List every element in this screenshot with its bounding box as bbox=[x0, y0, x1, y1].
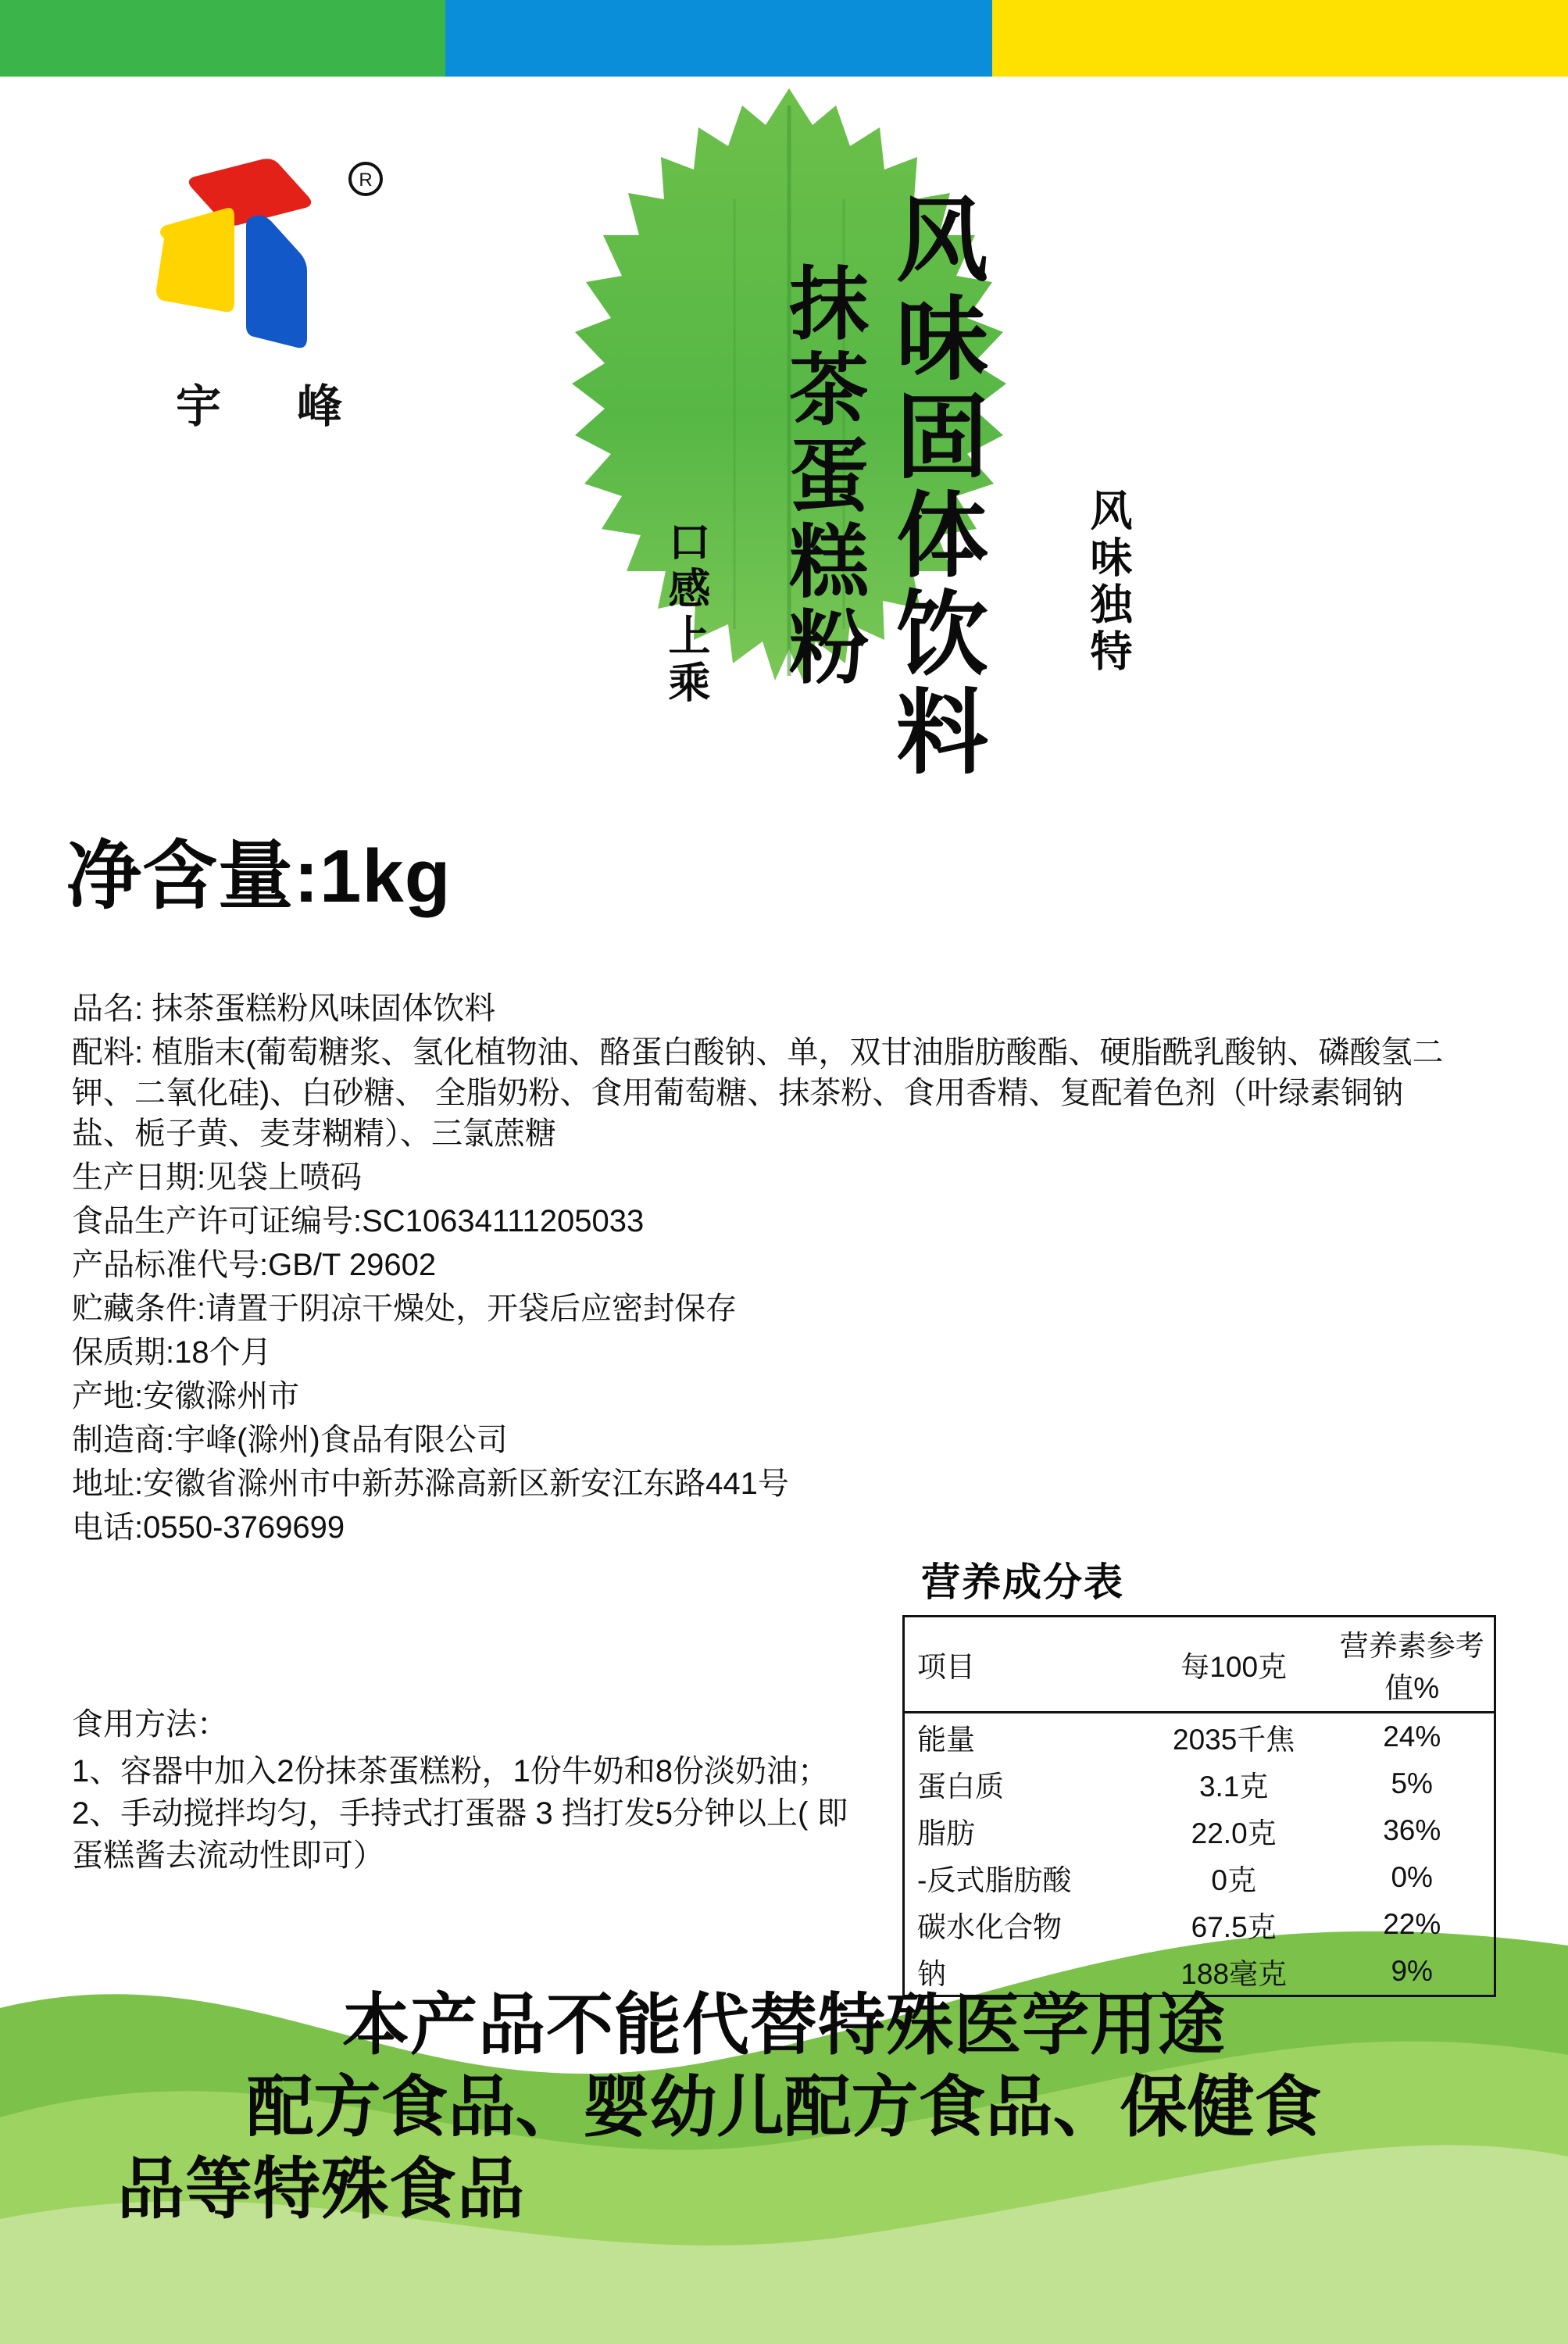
info-storage: 贮藏条件:请置于阴凉干燥处，开袋后应密封保存 bbox=[72, 1292, 738, 1326]
nutrition-nrv: 36% bbox=[1383, 1814, 1441, 1846]
top-color-stripes bbox=[0, 0, 1568, 77]
brand-logo bbox=[117, 152, 398, 481]
nutrition-item: 钠 bbox=[917, 1958, 946, 1990]
product-title-sub: 抹茶蛋糕粉 bbox=[778, 262, 867, 691]
warning-statement bbox=[0, 1985, 1568, 2231]
info-manufacturer: 制造商:宇峰(滁州)食品有限公司 bbox=[72, 1423, 508, 1457]
nutrition-header-row bbox=[904, 1617, 1495, 1713]
nutrition-nrv: 22% bbox=[1383, 1908, 1441, 1940]
info-shelf-life: 保质期:18个月 bbox=[72, 1335, 272, 1370]
nutrition-item: 脂肪 bbox=[917, 1817, 975, 1849]
nutrition-item: 碳水化合物 bbox=[917, 1911, 1062, 1943]
nutrition-header-item: 项目 bbox=[904, 1617, 1138, 1713]
usage-title: 食用方法： bbox=[72, 1707, 228, 1742]
nutrition-value: 2035千焦 bbox=[1173, 1724, 1295, 1756]
nutrition-body bbox=[904, 1713, 1495, 1996]
nutrition-value: 3.1克 bbox=[1198, 1771, 1269, 1803]
leaf-graphic bbox=[500, 82, 1131, 1004]
nutrition-value: 22.0克 bbox=[1191, 1817, 1277, 1849]
info-production-date: 生产日期:见袋上喷码 bbox=[72, 1160, 363, 1195]
slogan-right: 风味独特 bbox=[1084, 488, 1131, 676]
product-info-block bbox=[72, 988, 1478, 1551]
svg-text:R: R bbox=[359, 170, 373, 191]
product-title-main: 风味固体饮料 bbox=[882, 191, 985, 782]
warning-line-1: 本产品不能代替特殊医学用途 bbox=[342, 1988, 1226, 2063]
usage-step-2: 2、手动搅拌均匀，手持式打蛋器 3 挡打发5分钟以上( 即蛋糕酱去流动性即可） bbox=[72, 1796, 848, 1873]
nutrition-title: 营养成分表 bbox=[921, 1560, 1124, 1604]
usage-block bbox=[72, 1703, 884, 1877]
table-row bbox=[904, 1901, 1495, 1948]
nutrition-item: -反式脂肪酸 bbox=[917, 1864, 1072, 1896]
usage-step-1: 1、容器中加入2份抹茶蛋糕粉，1份牛奶和8份淡奶油； bbox=[72, 1754, 829, 1788]
nutrition-nrv: 24% bbox=[1383, 1720, 1441, 1753]
nutrition-item: 能量 bbox=[917, 1724, 975, 1756]
nutrition-header-nrv: 营养素参考值% bbox=[1330, 1617, 1495, 1713]
stripe-green bbox=[0, 0, 445, 77]
nutrition-value: 0克 bbox=[1211, 1864, 1256, 1896]
info-product-name: 品名: 抹茶蛋糕粉风味固体饮料 bbox=[72, 992, 496, 1026]
nutrition-nrv: 5% bbox=[1391, 1767, 1433, 1799]
nutrition-facts bbox=[902, 1551, 1520, 1997]
table-row bbox=[904, 1807, 1495, 1854]
info-standard-no: 产品标准代号:GB/T 29602 bbox=[72, 1248, 437, 1282]
warning-line-2: 配方食品、婴幼儿配方食品、保健食 bbox=[246, 2069, 1322, 2145]
stripe-blue bbox=[445, 0, 992, 77]
table-row bbox=[904, 1713, 1495, 1761]
nutrition-header-value: 每100克 bbox=[1138, 1617, 1330, 1713]
table-row bbox=[904, 1760, 1495, 1807]
logo-char-left: 宇 bbox=[176, 381, 222, 432]
logo-char-right: 峰 bbox=[297, 381, 343, 432]
nutrition-table bbox=[902, 1615, 1496, 1997]
info-address: 地址:安徽省滁州市中新苏滁高新区新安江东路441号 bbox=[72, 1467, 789, 1501]
nutrition-nrv: 9% bbox=[1391, 1955, 1433, 1987]
table-row bbox=[904, 1854, 1495, 1901]
stripe-yellow bbox=[992, 0, 1568, 77]
nutrition-item: 蛋白质 bbox=[917, 1771, 1004, 1803]
slogan-left: 口感上乘 bbox=[663, 520, 709, 707]
nutrition-value: 67.5克 bbox=[1191, 1911, 1277, 1943]
nutrition-nrv: 0% bbox=[1391, 1861, 1433, 1893]
info-origin: 产地:安徽滁州市 bbox=[72, 1379, 300, 1413]
nutrition-value: 188毫克 bbox=[1180, 1958, 1288, 1990]
info-phone: 电话:0550-3769699 bbox=[72, 1510, 345, 1545]
info-ingredients: 配料: 植脂末(葡萄糖浆、氢化植物油、酪蛋白酸钠、单，双甘油脂肪酸酯、硬脂酰乳酸钠、磷酸氢二钾、二氧化硅)、白砂糖、 全脂奶粉、食用葡萄糖、抹茶粉、食用香精、复配着色剂（叶绿素铜钠盐、栀子黄、麦芽糊精）、三氯蔗糖 bbox=[72, 1035, 1444, 1151]
net-weight: 净含量:1kg bbox=[66, 834, 452, 918]
info-license-no: 食品生产许可证编号:SC10634111205033 bbox=[72, 1204, 645, 1238]
warning-line-3: 品等特殊食品 bbox=[117, 2151, 525, 2227]
